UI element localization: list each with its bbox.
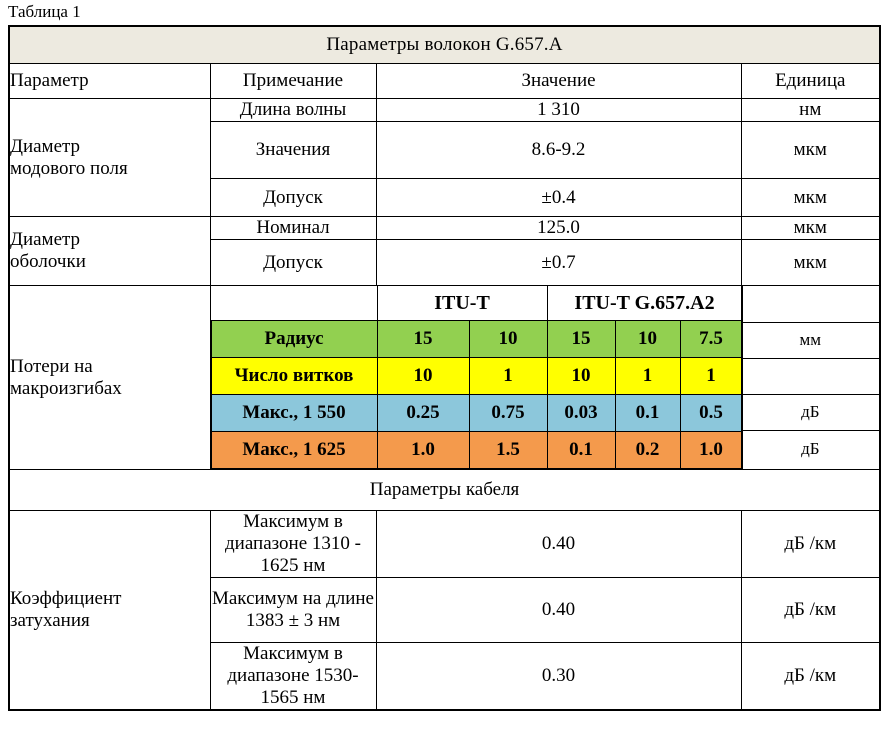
row-unit: мкм — [741, 122, 880, 179]
row-note: Значения — [210, 122, 376, 179]
row-unit: дБ /км — [741, 511, 880, 578]
row-param-macrobend-losses: Потери на макроизгибах — [9, 286, 210, 470]
row-note: Длина волны — [210, 99, 376, 122]
macrobend-unit-radius: мм — [742, 323, 880, 359]
macrobend-row-max-1550 — [211, 395, 742, 432]
table-header-row — [9, 64, 880, 99]
row-value: 8.6-9.2 — [376, 122, 741, 179]
macrobend-cell: 0.5 — [680, 395, 742, 432]
row-unit: дБ /км — [741, 578, 880, 643]
table-row — [9, 217, 880, 240]
macrobend-cell: 15 — [377, 321, 469, 358]
macrobend-unit-max-1550: дБ — [742, 395, 880, 431]
row-param-cladding-diameter: Диаметр оболочки — [9, 217, 210, 286]
standard-label-itu-t-a2: ITU-T G.657.A2 — [547, 286, 742, 321]
header-note: Примечание — [210, 64, 376, 99]
macrobend-nested-table-host — [210, 286, 741, 470]
row-note: Максимум в диапазоне 1310 - 1625 нм — [210, 511, 376, 578]
macrobend-cell: 7.5 — [680, 321, 742, 358]
macrobend-units-column — [741, 286, 880, 470]
macrobend-row-radius — [211, 321, 742, 358]
macrobend-row-label: Радиус — [211, 321, 377, 358]
fiber-parameters-table — [8, 25, 881, 711]
macrobend-cell: 10 — [377, 358, 469, 395]
macrobend-cell: 1.0 — [377, 432, 469, 469]
macrobend-cell: 0.1 — [547, 432, 615, 469]
macrobend-units-stack — [742, 289, 880, 467]
table-title-row — [9, 26, 880, 64]
macrobend-standards-spacer — [211, 286, 377, 321]
row-value: ±0.7 — [376, 240, 741, 286]
row-unit: мкм — [741, 240, 880, 286]
table-row — [9, 99, 880, 122]
macrobend-cell: 15 — [547, 321, 615, 358]
table-row — [9, 511, 880, 578]
table-caption: Таблица 1 — [8, 2, 81, 21]
header-unit: Единица — [741, 64, 880, 99]
macrobend-cell: 10 — [469, 321, 547, 358]
row-value: 1 310 — [376, 99, 741, 122]
row-value: 0.40 — [376, 578, 741, 643]
macrobend-row-turns — [211, 358, 742, 395]
row-unit: мкм — [741, 217, 880, 240]
macrobend-row-max-1625 — [211, 432, 742, 469]
macrobend-cell: 1.0 — [680, 432, 742, 469]
macrobend-standards-row — [211, 286, 742, 321]
macrobend-cell: 10 — [547, 358, 615, 395]
header-value: Значение — [376, 64, 741, 99]
row-value: 125.0 — [376, 217, 741, 240]
row-value: 0.30 — [376, 643, 741, 711]
section-title-cable: Параметры кабеля — [9, 470, 880, 511]
section-row-cable-parameters — [9, 470, 880, 511]
row-unit: мкм — [741, 179, 880, 217]
macrobend-row-label: Макс., 1 550 — [211, 395, 377, 432]
table-row-macrobend — [9, 286, 880, 470]
macrobend-cell: 0.25 — [377, 395, 469, 432]
row-value: ±0.4 — [376, 179, 741, 217]
macrobend-cell: 1 — [615, 358, 680, 395]
macrobend-cell: 0.2 — [615, 432, 680, 469]
row-unit: дБ /км — [741, 643, 880, 711]
row-param-mode-field-diameter: Диаметр модового поля — [9, 99, 210, 217]
macrobend-cell: 0.03 — [547, 395, 615, 432]
macrobend-unit-standards — [742, 289, 880, 323]
row-param-attenuation-coefficient: Коэффициент затухания — [9, 511, 210, 711]
row-note: Максимум в диапазоне 1530-1565 нм — [210, 643, 376, 711]
macrobend-cell: 1.5 — [469, 432, 547, 469]
macrobend-cell: 0.1 — [615, 395, 680, 432]
row-unit: нм — [741, 99, 880, 122]
row-note: Допуск — [210, 240, 376, 286]
row-note: Номинал — [210, 217, 376, 240]
macrobend-table — [211, 286, 743, 469]
macrobend-cell: 1 — [680, 358, 742, 395]
macrobend-cell: 1 — [469, 358, 547, 395]
table-title: Параметры волокон G.657.A — [9, 26, 880, 64]
macrobend-cell: 10 — [615, 321, 680, 358]
macrobend-unit-turns — [742, 359, 880, 395]
macrobend-row-label: Число витков — [211, 358, 377, 395]
row-value: 0.40 — [376, 511, 741, 578]
macrobend-unit-max-1625: дБ — [801, 438, 820, 458]
header-parameter: Параметр — [9, 64, 210, 99]
macrobend-cell: 0.75 — [469, 395, 547, 432]
macrobend-row-label: Макс., 1 625 — [211, 432, 377, 469]
standard-label-itu-t: ITU-T — [377, 286, 547, 321]
row-note: Максимум на длине 1383 ± 3 нм — [210, 578, 376, 643]
row-note: Допуск — [210, 179, 376, 217]
